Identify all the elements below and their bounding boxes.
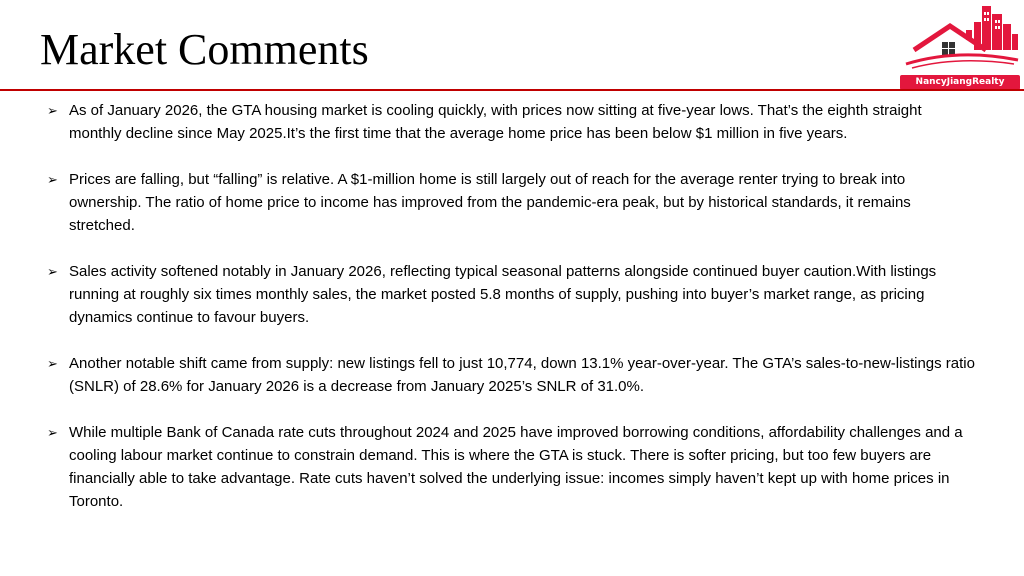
arrowhead-bullet-icon: ➢ [47, 264, 58, 279]
bullet-text: While multiple Bank of Canada rate cuts throughout 2024 and 2025 have improved borrowing conditions, affordability challenges and a cooling labour market continue to constrain demand. This is where the GTA is stuck. There is softer pricing, but too few buyers are financially able to take advantage. Rate cuts haven’t solved the underlying issue: incomes simply haven’t kept up with home prices in Toronto. [69, 424, 963, 510]
list-item [47, 260, 977, 329]
arrowhead-bullet-icon: ➢ [47, 356, 58, 371]
logo-text: NancyJiangRealty [900, 75, 1020, 90]
title-divider [0, 89, 1024, 91]
list-item [47, 99, 977, 145]
list-item [47, 352, 977, 398]
city-house-logo-icon [898, 4, 1022, 76]
bullet-text: Sales activity softened notably in January 2026, reflecting typical seasonal patterns alongside continued buyer caution.With listings running at roughly six times monthly sales, the market posted 5.8 months of supply, pushing into buyer’s market range, as pricing dynamics continue to favour buyers. [69, 263, 937, 326]
page-title: Market Comments [40, 25, 369, 74]
bullet-text: As of January 2026, the GTA housing market is cooling quickly, with prices now sitting at five-year lows. That’s the eighth straight monthly decline since May 2025.It’s the first time that the average home price has been below $1 million in five years. [69, 102, 922, 142]
arrowhead-bullet-icon: ➢ [47, 103, 58, 118]
company-logo [898, 4, 1022, 90]
list-item [47, 421, 977, 513]
bullet-list [47, 99, 977, 536]
arrowhead-bullet-icon: ➢ [47, 425, 58, 440]
list-item [47, 168, 977, 237]
arrowhead-bullet-icon: ➢ [47, 172, 58, 187]
bullet-text: Another notable shift came from supply: new listings fell to just 10,774, down 13.1% year-over-year. The GTA’s sales-to-new-listings ratio (SNLR) of 28.6% for January 2026 is a decrease from January 2025’s SNLR of 31.0%. [69, 355, 975, 395]
bullet-text: Prices are falling, but “falling” is relative. A $1-million home is still largely out of reach for the average renter trying to break into ownership. The ratio of home price to income has improved from the pandemic-era peak, but by historical standards, it remains stretched. [69, 171, 911, 234]
